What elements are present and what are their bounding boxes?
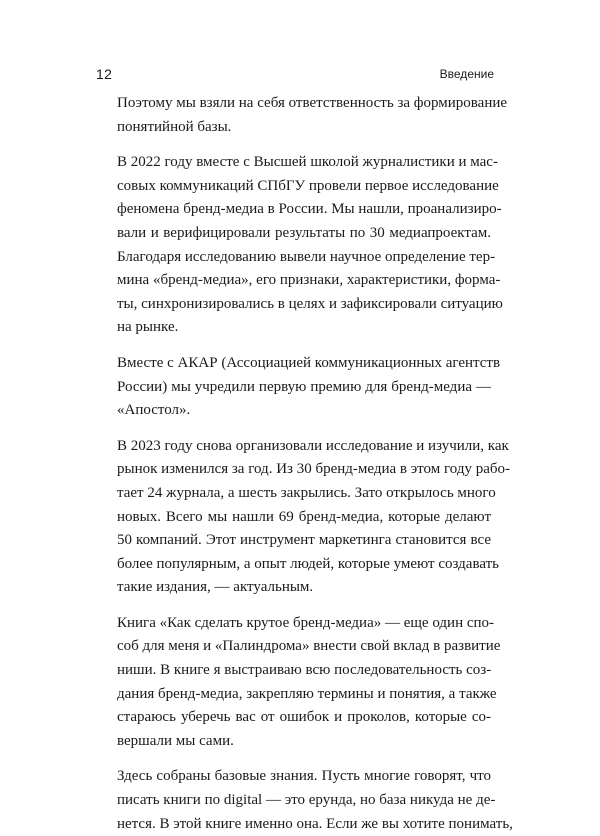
text-line: на рынке.: [117, 319, 179, 336]
text-line: стараюсь уберечь вас от ошибок и проколов, которые со-: [117, 709, 491, 726]
text-line: 50 компаний. Этот инструмент маркетинга становится все: [117, 532, 491, 549]
paragraph-gap: [117, 600, 491, 612]
text-line: мина «бренд-медиа», его признаки, характеристики, форма-: [117, 272, 501, 289]
paragraph-gap: [117, 139, 491, 151]
paragraph: [117, 352, 501, 423]
text-line: В 2022 году вместе с Высшей школой журналистики и мас-: [117, 154, 498, 171]
text-line: ты, синхронизировались в целях и зафиксировали ситуацию: [117, 295, 503, 312]
text-line: соб для меня и «Палиндрома» внести свой вклад в развитие: [117, 638, 501, 655]
text-line: дания бренд-медиа, закрепляю термины и понятия, а также: [117, 685, 497, 702]
text-line: тает 24 журнала, а шесть закрылись. Зато открылось много: [117, 484, 496, 501]
text-line: совых коммуникаций СПбГУ провели первое исследование: [117, 177, 499, 194]
text-line: Вместе с АКАР (Ассоциацией коммуникационных агентств: [117, 354, 501, 371]
paragraph-gap: [117, 753, 491, 765]
text-line: понятийной базы.: [117, 118, 232, 135]
text-line: писать книги по digital — это ерунда, но база никуда не де-: [117, 792, 496, 809]
text-line: Книга «Как сделать крутое бренд-медиа» — еще один спо-: [117, 614, 495, 631]
text-line: вершали мы сами.: [117, 732, 234, 749]
text-line: феномена бренд-медиа в России. Мы нашли, проанализиро-: [117, 201, 502, 218]
paragraph: [117, 612, 501, 754]
page-number: 12: [96, 66, 113, 82]
body-text: [117, 92, 513, 836]
text-line: России) мы учредили первую премию для бренд-медиа —: [117, 378, 491, 395]
text-line: «Апостол».: [117, 402, 191, 419]
text-line: ниши. В книге я выстраиваю всю последовательность соз-: [117, 662, 492, 679]
text-line: Благодаря исследованию вывели научное определение тер-: [117, 248, 496, 265]
paragraph: [117, 151, 503, 340]
running-head: Введение: [439, 67, 494, 81]
text-line: Здесь собраны базовые знания. Пусть многие говорят, что: [117, 768, 491, 785]
text-line: В 2023 году снова организовали исследование и изучили, как: [117, 437, 509, 454]
text-line: вали и верифицировали результаты по 30 медиапроектам.: [117, 224, 491, 241]
text-line: более популярным, а опыт людей, которые умеют создавать: [117, 555, 500, 572]
paragraph: [117, 92, 508, 139]
paragraph-gap: [117, 423, 491, 435]
text-line: Поэтому мы взяли на себя ответственность за формирование: [117, 95, 508, 111]
text-line: рынок изменился за год. Из 30 бренд-медиа в этом году рабо-: [117, 461, 511, 478]
paragraph-gap: [117, 340, 491, 352]
paragraph: [117, 765, 513, 836]
paragraph: [117, 435, 511, 600]
text-line: такие издания, — актуальным.: [117, 579, 314, 596]
text-line: новых. Всего мы нашли 69 бренд-медиа, которые делают: [117, 508, 491, 525]
text-line: нется. В этой книге именно она. Если же вы хотите понимать,: [117, 815, 513, 832]
